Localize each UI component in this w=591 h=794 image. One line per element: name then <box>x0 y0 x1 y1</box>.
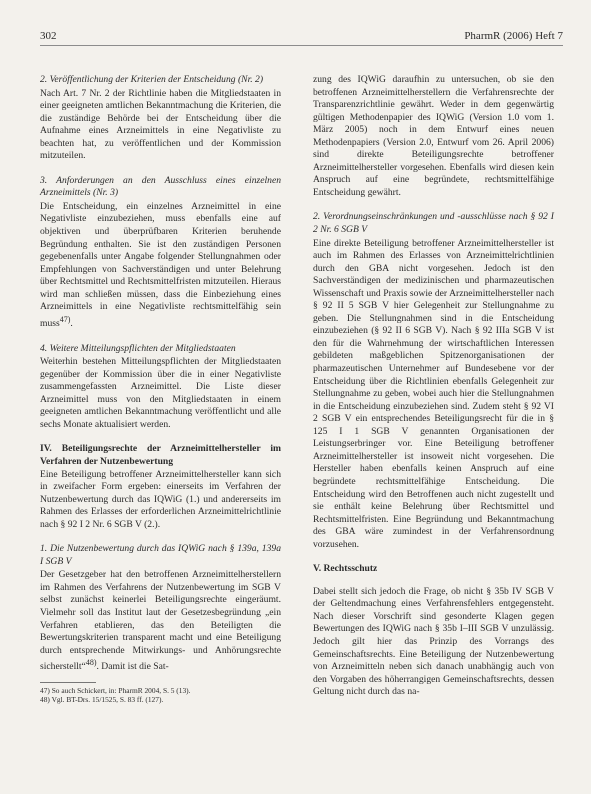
section-4-title: 4. Weitere Mitteilungspflichten der Mitgliedstaaten <box>40 342 236 354</box>
section-1-text: Der Gesetzgeber hat den betroffenen Arzneimittelherstellern im Rahmen des Verfahrens der Nutzenbewertung im SGB V selbst zunächst keinerlei Beteiligungsrechte eingeräumt. Vielmehr soll das Institut laut der Gesetzesbegründung „ein Verfahren etablieren, das den Beteiligten die Bewertungskriterien transparent macht und eine Beteiligung durch entsprechende Mitwirkungs- und Anhörungsrechte sicherstellt“ <box>40 569 281 673</box>
left-column <box>40 74 281 704</box>
footnote-ref-47: 47) <box>59 314 71 324</box>
section-1-tail: . Damit ist die Sat- <box>96 661 169 673</box>
footnote-rule <box>40 682 96 683</box>
footnote-47: 47) So auch Schickert, in: PharmR 2004, S. 5 (13). <box>40 685 191 695</box>
section-1-paragraph <box>40 569 281 674</box>
continued-paragraph: zung des IQWiG daraufhin zu untersuchen, ob sie den betroffenen Arzneimittelherstellern die Verfahrensrechte der Transparenzrichtlinie gewährt. Weder in dem gegenwärtig gültigen Methodenpapier des IQWiG (Version 1.0 vom 1. März 2005) noch in dem Entwurf eines neuen Methodenpapiers (Version 2.0, Entwurf vom 26. April 2006) sind direkte Beteiligungsrechte betroffener Arzneimittelhersteller vorgesehen. Ebenfalls wird diesen kein Anspruch auf eine begründete, rechtsmittelfähige Entscheidung gewährt. <box>313 74 554 198</box>
right-column <box>313 74 554 699</box>
section-3-tail: . <box>70 318 73 330</box>
section-2b-text: Eine direkte Beteiligung betroffener Arzneimittelhersteller ist auch im Rahmen des Erlasses von Arzneimittelrichtlinien durch den GBA nicht vorgesehen. Jedoch ist den Sachverständigen der medizinischen und pharmazeutischen Wissenschaft und Praxis sowie der Arzneimittelhersteller nach § 92 II 5 SGB V hier Gelegenheit zur Stellungnahme zu geben. Die Stellungnahmen sind in die Entscheidung einzubeziehen (§ 92 II 6 SGB V). Nach § 92 IIIa SGB V ist den für die Wahrnehmung der wirtschaftlichen Interessen gebildeten maßgeblichen Spitzenorganisationen der pharmazeutischen Unternehmer auf Bundesebene vor der Entscheidung über die Richtlinien ebenfalls Gelegenheit zur Stellungnahme zu geben, wobei auch hier die Stellungnahmen in die Entscheidung einzubeziehen sind. Zudem steht § 92 VI 2 SGB V ein entsprechendes Beteiligungsrecht für die in § 125 I 1 SGB V genannten Organisationen der Leistungserbringer vor. Eine Beteiligung betroffener Arzneimittelhersteller ist insoweit nicht vorgesehen. Die Hersteller haben ebenfalls keinen Anspruch auf eine begründete rechtsmittelfähige Entscheidung. Die Entscheidung wird den Betroffenen auch nicht zugestellt und sie enthält keine Belehrung über Rechtsmittel und Rechtsmittelfristen. Eine Begründung und Bekanntmachung des GBA wäre zumindest in der Verfahrensordnung vorzusehen. <box>313 237 554 550</box>
section-iv-text: Eine Beteiligung betroffener Arzneimittelhersteller kann sich in zweifacher Form ergeben: einerseits im Verfahren der Nutzenbewertung durch das IQWiG (1.) und andererseits im Rahmen des Erlasses der erforderlichen Arzneimittelrichtlinie nach § 92 I 2 Nr. 6 SGB V (2.). <box>40 468 281 530</box>
footnote-48: 48) Vgl. BT-Drs. 15/1525, S. 83 ff. (127). <box>40 694 164 704</box>
section-4-text: Weiterhin bestehen Mitteilungspflichten der Mitgliedstaaten gegenüber der Kommission über die in einer Negativliste zusammengefassten Arzneimittel. Die Liste dieser Arzneimittel muss von den Mitgliedstaaten in einem geeigneten amtlichen Bekanntmachung veröffentlicht und alle sechs Monate aktualisiert werden. <box>40 356 281 430</box>
section-3-paragraph <box>40 201 281 331</box>
section-2b-title: 2. Verordnungseinschränkungen und -ausschlüsse nach § 92 I 2 Nr. 6 SGB V <box>313 211 554 236</box>
section-2-text: Nach Art. 7 Nr. 2 der Richtlinie haben die Mitgliedstaaten in einer geeigneten amtlichen Bekanntmachung die Kriterien, die die zuständige Behörde bei der Entscheidung über die Aufnahme eines Arzneimittels in eine Negativliste zu beachten hat, zu veröffentlichen und der Kommission mitzuteilen. <box>40 87 281 162</box>
journal-header: PharmR (2006) Heft 7 <box>464 30 563 42</box>
header-rule <box>40 45 563 46</box>
section-iv-title: IV. Beteiligungsrechte der Arzneimittelhersteller im Verfahren der Nutzenbewertung <box>40 443 281 467</box>
section-2-title: 2. Veröffentlichung der Kriterien der Entscheidung (Nr. 2) <box>40 74 264 85</box>
section-1-title: 1. Die Nutzenbewertung durch das IQWiG nach § 139a, 139a I SGB V <box>40 543 281 567</box>
footnote-ref-48: 48) <box>85 658 97 668</box>
page-number: 302 <box>40 30 57 42</box>
section-3-text: Die Entscheidung, ein einzelnes Arzneimittel in eine Negativliste einzubeziehen, muss ebenfalls eine auf objektiven und überprüfbaren Kriterien beruhende Begründung enthalten. Sie ist den zuständigen Personen gegebenenfalls unter Angabe folgender Stellungnahmen oder Empfehlungen von Sachverständigen und unter Belehrung über Rechtsmittel und Rechtsmittelfristen mitzuteilen. Hieraus wird man schließen müssen, dass die Einbeziehung eines Arzneimittels in eine Negativliste rechtsmittelfähig sein muss <box>40 200 281 330</box>
section-v-title: V. Rechtsschutz <box>313 563 378 575</box>
section-v-text: Dabei stellt sich jedoch die Frage, ob nicht § 35b IV SGB V der Geltendmachung eines Verfahrensfehlers entgegensteht. Nach dieser Vorschrift sind gesonderte Klagen gegen Bewertungen des IQWiG nach § 35b I–III SGB V unzulässig. Jedoch gilt hier das Prinzip des Vorrangs des Gemeinschaftsrechts. Eine Beteiligung der Nutzenbewertung von Arzneimitteln neben sich danach unabhängig auch von den Vorgaben des höherrangigen Gemeinschaftsrechts, dessen Geltung nicht durch das na- <box>313 585 554 698</box>
section-3-title: 3. Anforderungen an den Ausschluss eines einzelnen Arzneimittels (Nr. 3) <box>40 174 281 199</box>
